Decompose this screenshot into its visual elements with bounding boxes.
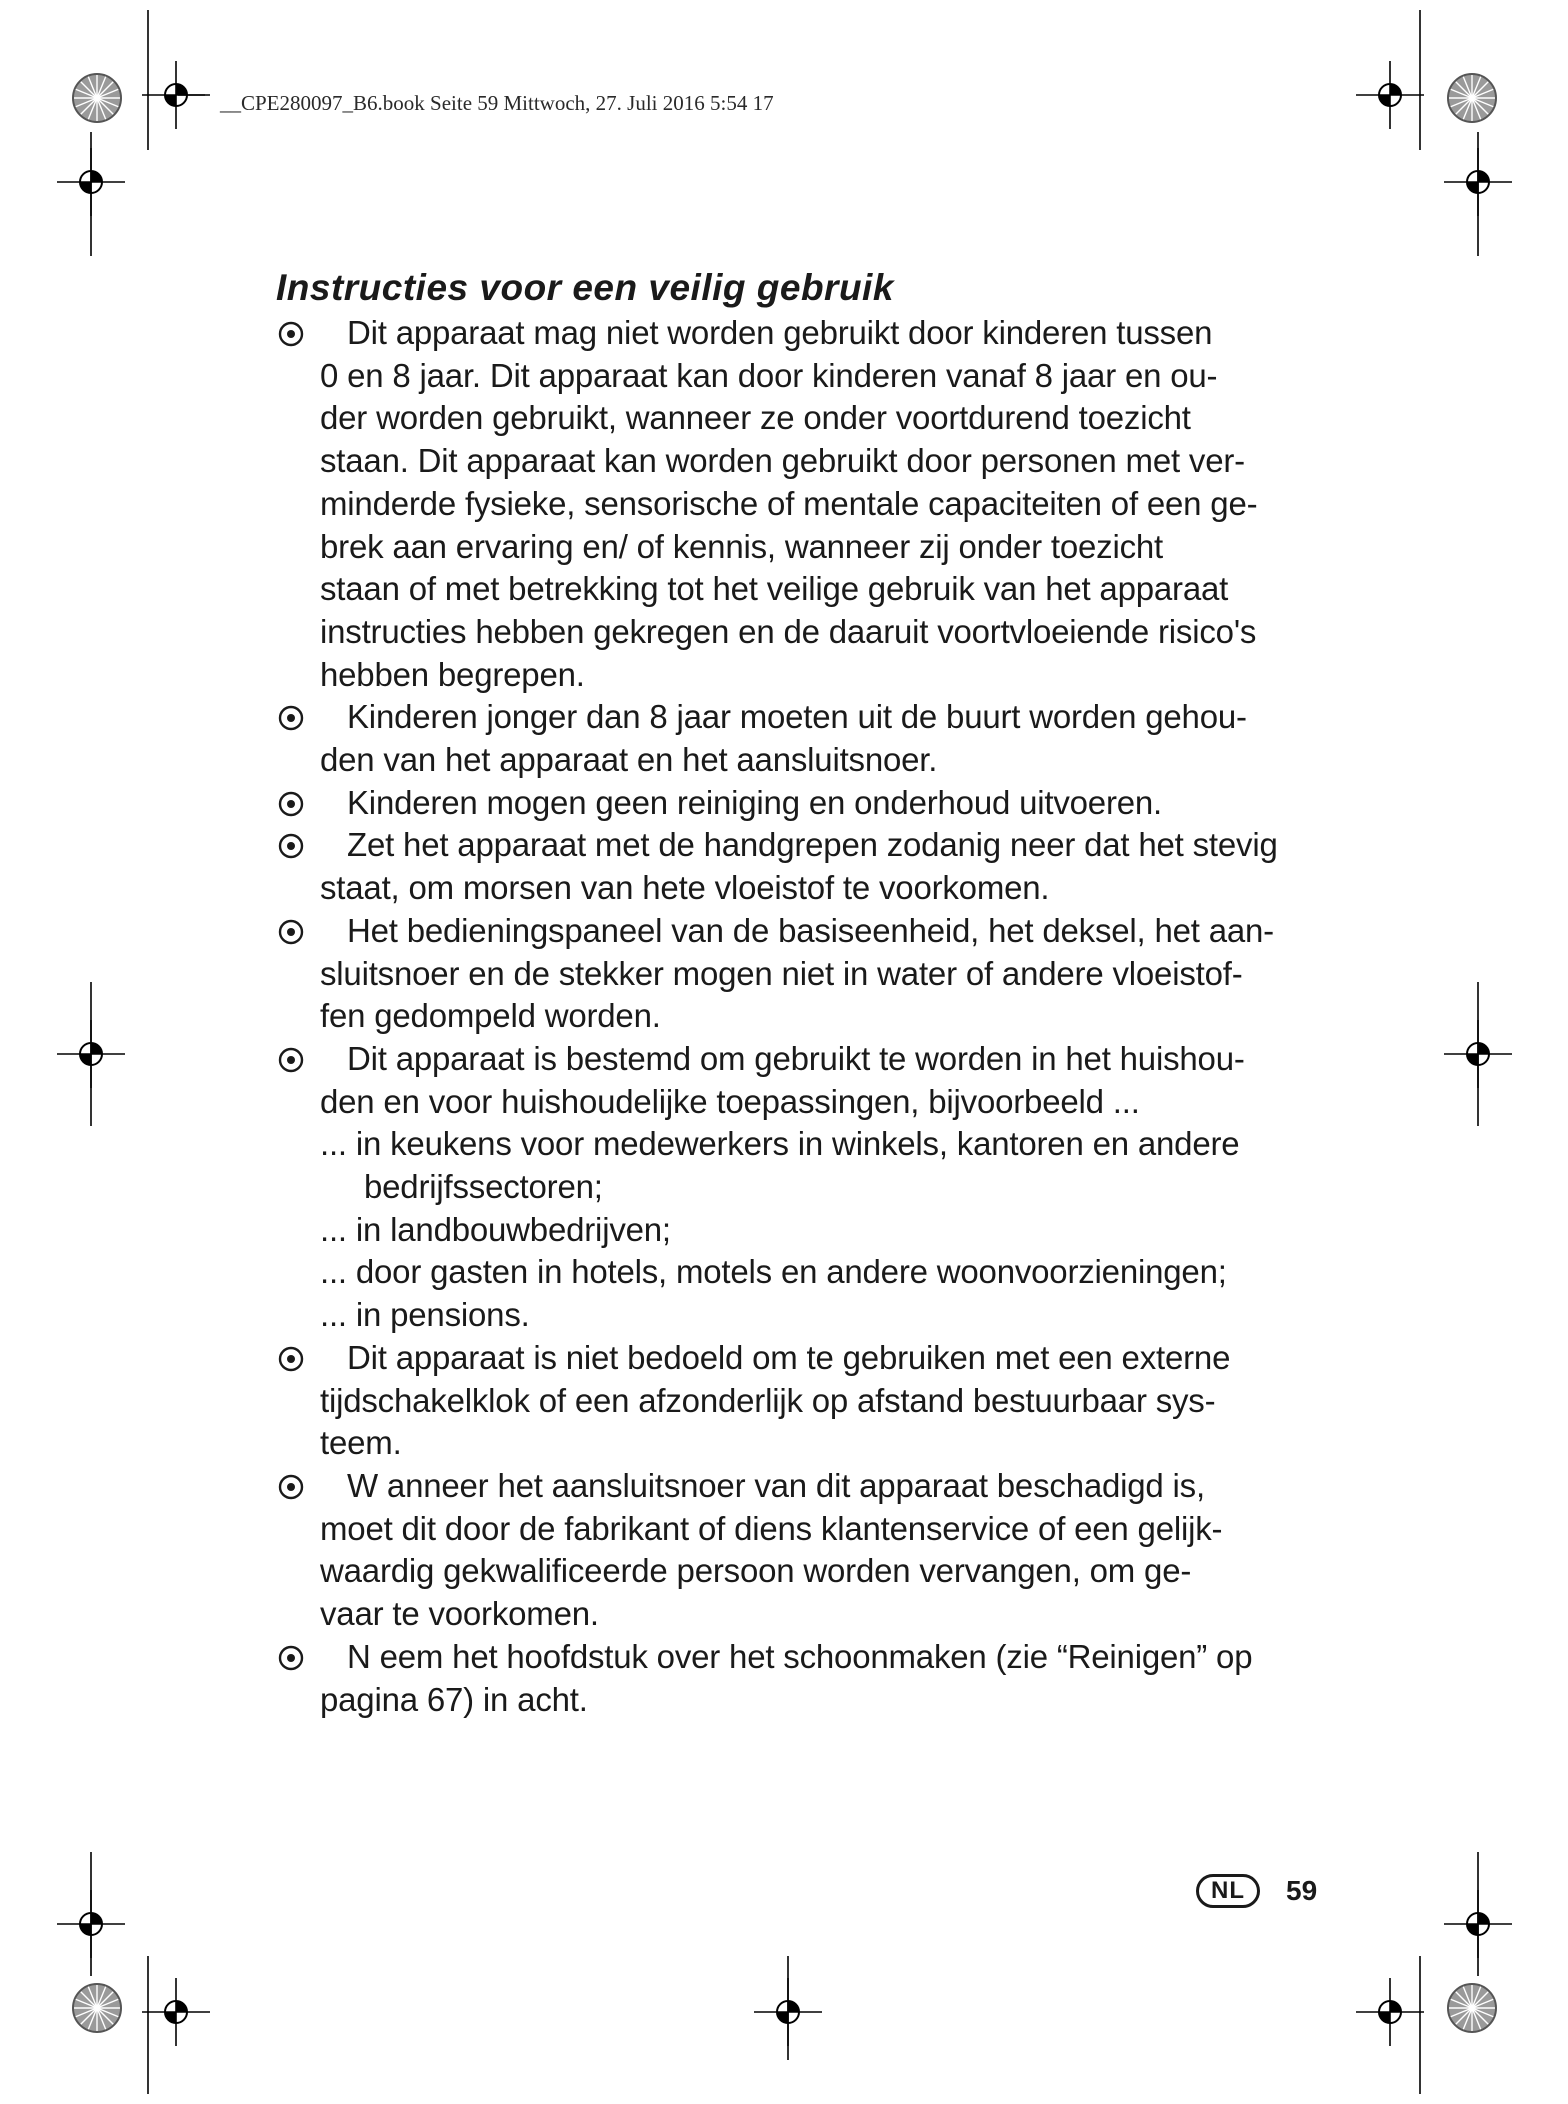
bullet-icon (278, 833, 304, 859)
item-text-line: Dit apparaat mag niet worden gebruikt door kinderen tussen (347, 314, 1213, 351)
list-item (276, 824, 1356, 909)
bullet-icon (278, 1474, 304, 1500)
registration-mark (142, 61, 210, 129)
item-text-line: fen gedompeld worden. (320, 997, 661, 1035)
registration-mark (1444, 1890, 1512, 1958)
registration-mark (57, 1020, 125, 1088)
page-number: 59 (1286, 1875, 1318, 1906)
registration-mark (57, 1890, 125, 1958)
registration-mark (1444, 148, 1512, 216)
registration-mark (1444, 1020, 1512, 1088)
bullet-icon (278, 791, 304, 817)
language-badge: NL (1196, 1874, 1260, 1908)
item-text-line: Het bedieningspaneel van de basiseenheid, het deksel, het aan- (347, 911, 1274, 949)
starburst-mark (1448, 1984, 1496, 2032)
list-item (276, 1636, 1356, 1721)
item-text-line: Kinderen mogen geen reiniging en onderhoud uitvoeren. (347, 783, 1163, 821)
item-text-line: instructies hebben gekregen en de daaruit voortvloeiende risico's (320, 612, 1257, 650)
registration-mark (1356, 61, 1424, 129)
item-text-line: sluitsnoer en de stekker mogen niet in water of andere vloeistof- (320, 954, 1243, 992)
item-text-line: staat, om morsen van hete vloeistof te voorkomen. (320, 869, 1050, 907)
item-text-line: moet dit door de fabrikant of diens klantenservice of een gelijk- (320, 1509, 1223, 1547)
item-text-line: teem. (320, 1424, 402, 1462)
item-text-line: tijdschakelklok of een afzonderlijk op afstand bestuurbaar sys- (320, 1381, 1216, 1419)
item-text-line: Dit apparaat is niet bedoeld om te gebruiken met een externe (347, 1338, 1231, 1376)
bullet-icon (278, 1645, 304, 1671)
item-text-line: vaar te voorkomen. (320, 1595, 599, 1633)
item-text-line: den en voor huishoudelijke toepassingen, bijvoorbeeld ... (320, 1082, 1140, 1120)
item-text-line: pagina 67) in acht. (320, 1680, 588, 1718)
page-footer (1196, 1874, 1317, 1908)
list-item (276, 312, 1356, 696)
list-item (276, 910, 1356, 1038)
bullet-icon (278, 1047, 304, 1073)
bullet-icon (278, 1346, 304, 1372)
item-text-line: waardig gekwalificeerde persoon worden vervangen, om ge- (320, 1552, 1192, 1590)
section-title: Instructies voor een veilig gebruik (276, 267, 894, 308)
item-text-line: Zet het apparaat met de handgrepen zodanig neer dat het stevig (347, 826, 1278, 864)
starburst-mark (73, 74, 121, 122)
item-text-line: den van het apparaat en het aansluitsnoer. (320, 741, 938, 779)
item-text-line: hebben begrepen. (320, 655, 585, 693)
list-item (276, 1465, 1356, 1636)
content-area (276, 266, 1356, 1721)
registration-mark (1356, 1978, 1424, 2046)
item-text-line: N eem het hoofdstuk over het schoonmaken (zie “Reinigen” op (347, 1637, 1253, 1675)
bullet-icon (278, 919, 304, 945)
registration-mark (142, 1978, 210, 2046)
starburst-mark (73, 1984, 121, 2032)
item-text-line: staan of met betrekking tot het veilige gebruik van het apparaat (320, 570, 1229, 608)
item-subline: ... door gasten in hotels, motels en andere woonvoorzieningen; (320, 1253, 1227, 1291)
item-subline: bedrijfssectoren; (364, 1168, 603, 1206)
item-subline: ... in keukens voor medewerkers in winkels, kantoren en andere (320, 1125, 1240, 1163)
item-text-line: W anneer het aansluitsnoer van dit apparaat beschadigd is, (347, 1466, 1205, 1504)
safety-instructions-list (276, 312, 1356, 1721)
item-text-line: minderde fysieke, sensorische of mentale capaciteiten of een ge- (320, 484, 1258, 522)
bullet-icon (278, 705, 304, 731)
item-text-line: 0 en 8 jaar. Dit apparaat kan door kinderen vanaf 8 jaar en ou- (320, 356, 1218, 394)
list-item (276, 1038, 1356, 1337)
starburst-mark (1448, 74, 1496, 122)
item-text-line: staan. Dit apparaat kan worden gebruikt door personen met ver- (320, 442, 1245, 480)
item-text-line: Kinderen jonger dan 8 jaar moeten uit de buurt worden gehou- (347, 698, 1247, 736)
registration-mark (57, 148, 125, 216)
item-text-line: Dit apparaat is bestemd om gebruikt te worden in het huishou- (347, 1039, 1245, 1077)
list-item (276, 782, 1356, 825)
item-text-line: der worden gebruikt, wanneer ze onder voortdurend toezicht (320, 399, 1191, 437)
item-subline: ... in landbouwbedrijven; (320, 1210, 671, 1248)
list-item (276, 1337, 1356, 1465)
book-header-info: __CPE280097_B6.book Seite 59 Mittwoch, 27. Juli 2016 5:54 17 (220, 91, 774, 115)
item-subline: ... in pensions. (320, 1296, 530, 1334)
registration-mark (754, 1978, 822, 2046)
list-item (276, 696, 1356, 781)
bullet-icon (278, 321, 304, 347)
item-text-line: brek aan ervaring en/ of kennis, wanneer zij onder toezicht (320, 527, 1164, 565)
